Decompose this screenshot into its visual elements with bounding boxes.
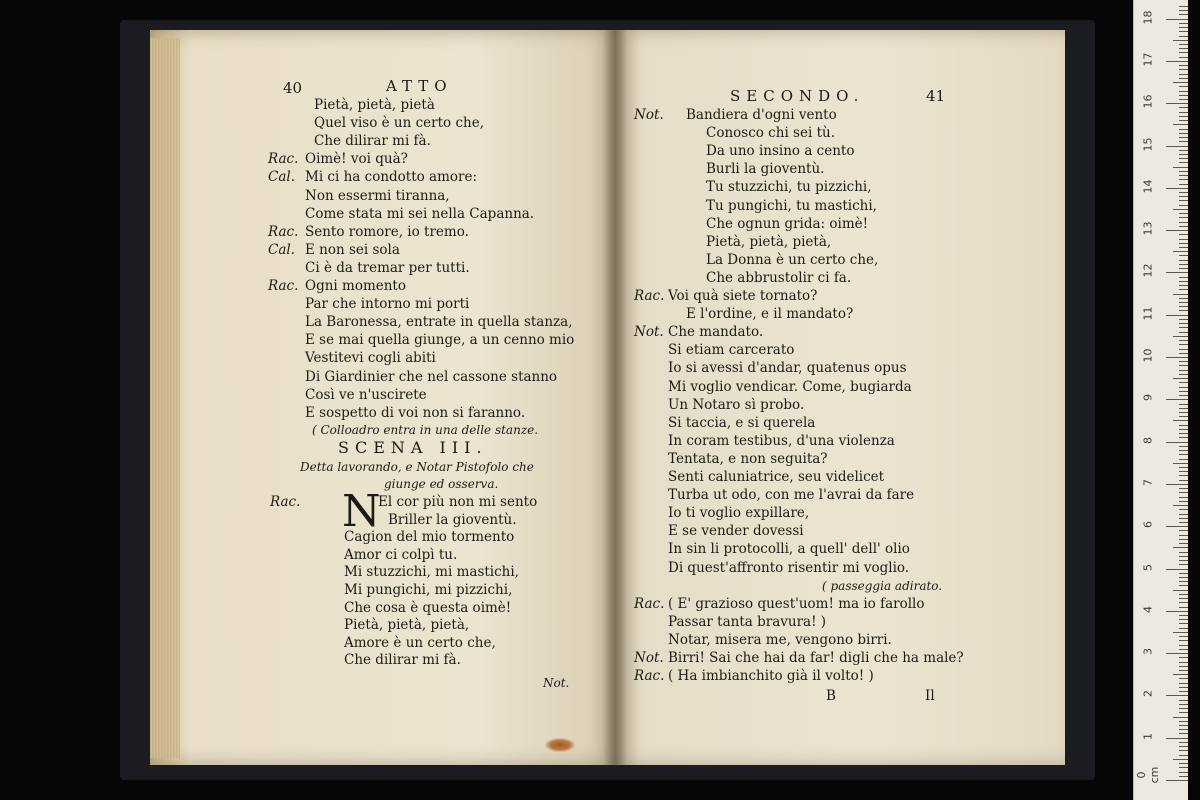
ruler-label: 9 [1141,394,1155,402]
ruler-tick [1179,649,1188,650]
ruler-tick [1179,454,1188,455]
ruler-tick [1179,184,1188,185]
ruler-tick [1179,365,1188,366]
verse-line: ( Ha imbianchito già il volto! ) [668,668,874,685]
verse-line: Come stata mi sei nella Capanna. [305,205,535,222]
ruler-tick [1179,552,1188,553]
verse-line: Quel viso è un certo che, [314,115,484,132]
ruler-tick [1179,323,1188,324]
speaker-label: Rac. [634,668,665,685]
right-catchword: Il [925,688,935,704]
verse-line: Passar tanta bravura! ) [668,613,827,630]
verse-line: Birri! Sai che hai da far! digli che ha male? [668,650,964,666]
verse-line: Io si avessi d'andar, quatenus opus [668,360,907,377]
verse-line: Tu stuzzichi, tu pizzichi, [706,179,872,196]
stage-direction: ( passeggia adirato. [822,578,943,593]
ruler-tick [1179,247,1188,248]
ruler-tick [1179,264,1188,265]
ruler-tick [1179,560,1188,561]
ruler-tick [1179,522,1188,523]
ruler-tick [1179,349,1188,350]
ruler-tick [1179,255,1188,256]
left-catchword: Not. [543,676,570,690]
ruler-tick [1173,378,1188,379]
ruler-tick [1179,391,1188,392]
speaker-label: Cal. [268,169,295,186]
ruler-tick [1179,556,1188,557]
scene-note-line-1: Detta lavorando, e Notar Pistofolo che [300,460,534,474]
verse-line: E se mai quella giunge, a un cenno mio [305,332,575,349]
verse-line: Tu pungichi, tu mastichi, [706,197,877,214]
aria-line: Mi pungichi, mi pizzichi, [344,582,513,598]
ruler-tick [1179,319,1188,320]
ruler-tick [1179,200,1188,201]
ruler-tick [1179,120,1188,121]
ruler-tick [1179,585,1188,586]
verse-line: In sin li protocolli, a quell' dell' olio [668,541,910,558]
ruler-tick [1179,501,1188,502]
ruler-tick [1179,332,1188,333]
ruler-tick [1179,175,1188,176]
ruler-label: 4 [1141,605,1155,613]
aria-line: Mi stuzzichi, mi mastichi, [344,564,519,581]
ruler-tick [1179,539,1188,540]
verse-line: E l'ordine, e il mandato? [686,306,854,323]
ruler-tick [1179,615,1188,616]
ruler-tick [1179,573,1188,574]
verse-line: Tentata, e non seguita? [668,450,828,467]
verse-line: Di Giardinier che nel cassone stanno [305,368,558,385]
ruler-tick [1179,598,1188,599]
ruler-tick [1179,708,1188,709]
ruler-tick [1173,167,1188,168]
speaker-label: Rac. [268,151,299,168]
ruler-tick [1179,712,1188,713]
ruler-tick [1179,141,1188,142]
verse-line: Un Notaro sì probo. [668,396,805,413]
ruler-tick [1179,412,1188,413]
ruler-tick [1173,420,1188,421]
verse-line: La Donna è un certo che, [706,251,879,268]
ruler-tick [1173,759,1188,760]
ruler-label: 1 [1141,732,1155,740]
ruler-tick [1179,683,1188,684]
book-gutter [603,30,627,765]
ruler-label: 7 [1141,478,1155,486]
speaker-label: Not. [634,324,664,341]
ruler-tick [1179,217,1188,218]
ruler-label: 6 [1141,521,1155,529]
scene-note-line-2: giunge ed osserva. [384,477,499,491]
ruler-tick [1179,285,1188,286]
ruler-tick [1179,581,1188,582]
ruler-tick [1179,382,1188,383]
ruler-label: 12 [1141,263,1155,278]
ruler-tick [1179,666,1188,667]
ruler-tick [1179,213,1188,214]
ruler-tick [1166,103,1188,104]
ruler-tick [1179,69,1188,70]
speaker-label: Rac. [268,278,299,294]
verse-line: Mi ci ha condotto amore: [305,169,478,186]
ruler-tick [1166,695,1188,696]
ruler-tick [1179,78,1188,79]
ruler-tick [1179,645,1188,646]
verse-line: Che dilirar mi fà. [314,133,431,150]
ruler-tick [1179,260,1188,261]
ruler-tick [1179,518,1188,519]
verse-line: Così ve n'uscirete [305,386,427,403]
ruler-tick [1179,437,1188,438]
verse-line: Che abbrustolir ci fa. [706,269,852,286]
ruler-tick [1179,721,1188,722]
ruler-tick [1173,547,1188,548]
verse-line: Bandiera d'ogni vento [686,107,837,123]
verse-line: Sento romore, io tremo. [305,223,469,240]
ruler-tick [1166,272,1188,273]
verse-line: Voi quà siete tornato? [668,288,818,304]
ruler-tick [1179,497,1188,498]
ruler-label: 14 [1141,179,1155,194]
ruler-tick [1173,82,1188,83]
ruler-label: 11 [1141,306,1155,321]
ruler-tick [1179,416,1188,417]
ruler-tick [1179,129,1188,130]
ruler-tick [1179,704,1188,705]
ruler-tick [1179,640,1188,641]
ruler-tick [1179,657,1188,658]
verse-line: Notar, misera me, vengono birri. [668,631,892,648]
ruler-tick [1166,653,1188,654]
ruler-tick [1179,594,1188,595]
ruler-label: 13 [1141,221,1155,236]
ruler-tick [1179,755,1188,756]
ruler-label: 15 [1141,137,1155,151]
ruler-tick [1179,179,1188,180]
ruler-tick [1179,226,1188,227]
ruler-tick [1179,107,1188,108]
verse-line: Vestitevi cogli abiti [305,350,436,367]
verse-line: Mi voglio vendicar. Come, bugiarda [668,378,912,395]
ruler-tick [1179,543,1188,544]
verse-line: Che mandato. [668,324,764,341]
ruler-tick [1179,577,1188,578]
ruler-tick [1179,750,1188,751]
ruler-tick [1179,776,1188,777]
ruler-tick [1166,526,1188,527]
ruler-tick [1166,146,1188,147]
stage-direction: ( Colloadro entra in una delle stanze. [312,423,539,437]
ruler-tick [1173,674,1188,675]
ruler-label: 5 [1141,563,1155,571]
ruler-tick [1179,450,1188,451]
ruler-tick [1173,40,1188,41]
ruler-label: 17 [1141,52,1155,67]
ruler-tick [1179,607,1188,608]
ruler-tick [1179,74,1188,75]
ruler-tick [1179,268,1188,269]
ruler-tick [1179,662,1188,663]
ruler-tick [1179,6,1188,7]
left-page-number: 40 [283,79,303,97]
aria-line: Amor ci colpì tu. [344,546,458,563]
ruler-tick [1166,315,1188,316]
verse-line: Io ti voglio expillare, [668,505,810,522]
ruler-tick [1179,327,1188,328]
ruler-tick [1179,480,1188,481]
ruler-tick [1179,467,1188,468]
ruler-tick [1166,569,1188,570]
ruler-tick [1179,763,1188,764]
ruler-tick [1179,234,1188,235]
ruler-tick [1179,154,1188,155]
aria-line: Pietà, pietà, pietà, [344,617,470,634]
ruler-tick [1179,425,1188,426]
ruler-tick [1179,746,1188,747]
verse-line: ( E' grazioso quest'uom! ma io farollo [668,595,925,612]
ruler-tick [1179,116,1188,117]
verse-line: Che ognun grida: oimè! [706,215,869,232]
ruler-tick [1179,31,1188,32]
ruler-tick [1179,535,1188,536]
paper-stain [545,738,575,752]
ruler-tick [1179,302,1188,303]
ruler-tick [1179,514,1188,515]
ruler-tick [1179,488,1188,489]
ruler-tick [1166,357,1188,358]
ruler-tick [1179,636,1188,637]
ruler-tick [1179,158,1188,159]
ruler-label: 0 cm [1135,766,1161,784]
ruler-tick [1179,306,1188,307]
ruler-tick [1179,361,1188,362]
right-page-number: 41 [926,87,946,105]
speaker-label: Not. [634,650,664,666]
left-running-head: ATTO [386,77,453,95]
verse-line: Par che intorno mi porti [305,296,470,313]
verse-line: E sospetto di voi non si faranno. [305,404,526,421]
ruler-tick [1179,353,1188,354]
ruler-tick [1179,222,1188,223]
ruler-tick [1179,459,1188,460]
ruler-tick [1166,61,1188,62]
ruler-tick [1166,230,1188,231]
ruler-label: 10 [1141,348,1155,363]
ruler-tick [1173,632,1188,633]
ruler-tick [1173,717,1188,718]
ruler-tick [1166,611,1188,612]
ruler-tick [1179,429,1188,430]
ruler-tick [1179,670,1188,671]
ruler-tick [1179,446,1188,447]
ruler-tick [1179,619,1188,620]
ruler-tick [1179,387,1188,388]
page-edges [150,38,180,758]
ruler-tick [1179,433,1188,434]
verse-line: Si etiam carcerato [668,342,795,359]
ruler-tick [1179,243,1188,244]
ruler-tick [1179,623,1188,624]
ruler-tick [1179,772,1188,773]
ruler-tick [1179,374,1188,375]
ruler-tick [1179,239,1188,240]
ruler-label: 3 [1141,648,1155,656]
ruler-tick [1179,628,1188,629]
ruler-tick [1179,137,1188,138]
ruler-tick [1179,95,1188,96]
ruler-tick [1173,505,1188,506]
ruler-tick [1179,133,1188,134]
aria-line: Che dilirar mi fà. [344,652,461,669]
ruler-tick [1179,65,1188,66]
ruler-tick [1179,86,1188,87]
ruler-tick [1166,19,1188,20]
ruler-tick [1179,91,1188,92]
aria-line: Che cosa è questa oimè! [344,599,512,616]
ruler-tick [1179,150,1188,151]
ruler-tick [1179,602,1188,603]
ruler-tick [1179,729,1188,730]
ruler-tick [1166,188,1188,189]
ruler-tick [1179,52,1188,53]
ruler-tick [1179,700,1188,701]
ruler-tick [1179,277,1188,278]
signature-mark: B [826,688,836,704]
ruler-tick [1179,10,1188,11]
aria-line: El cor più non mi sento [378,494,538,510]
ruler-tick [1179,471,1188,472]
verse-line: Da uno insino a cento [706,143,855,160]
verse-line: E non sei sola [305,241,400,258]
ruler-tick [1179,298,1188,299]
measuring-ruler [1133,0,1188,800]
ruler-tick [1179,162,1188,163]
ruler-tick [1179,310,1188,311]
ruler-tick [1173,294,1188,295]
verse-line: Senti caluniatrice, seu videlicet [668,469,885,485]
ruler-tick [1179,171,1188,172]
ruler-tick [1179,205,1188,206]
ruler-tick [1179,687,1188,688]
aria-line: Briller la gioventù. [388,511,517,528]
ruler-tick [1173,209,1188,210]
verse-line: E se vender dovessi [668,523,804,540]
ruler-tick [1179,492,1188,493]
ruler-tick [1179,281,1188,282]
ruler-tick [1166,442,1188,443]
ruler-label: 16 [1141,94,1155,109]
ruler-tick [1179,99,1188,100]
aria-line: Cagion del mio tormento [344,529,515,546]
ruler-tick [1179,44,1188,45]
ruler-tick [1179,404,1188,405]
aria-speaker: Rac. [270,494,301,510]
verse-line: Turba ut odo, con me l'avrai da fare [668,487,915,504]
ruler-tick [1166,780,1188,781]
ruler-tick [1179,767,1188,768]
ruler-tick [1179,475,1188,476]
speaker-label: Rac. [634,288,665,304]
ruler-tick [1179,678,1188,679]
ruler-tick [1179,36,1188,37]
verse-line: Ci è da tremar per tutti. [305,259,470,276]
right-running-head: SECONDO. [730,87,865,105]
verse-line: Pietà, pietà, pietà [314,97,435,113]
verse-line: Di quest'affronto risentir mi voglio. [668,559,910,576]
verse-line: Si taccia, e si querela [668,414,816,431]
ruler-tick [1179,530,1188,531]
ruler-tick [1179,408,1188,409]
ruler-tick [1166,399,1188,400]
ruler-tick [1179,733,1188,734]
scene-heading: SCENA III. [338,438,488,457]
ruler-tick [1173,463,1188,464]
verse-line: Burli la gioventù. [706,161,825,178]
ruler-tick [1179,192,1188,193]
ruler-tick [1179,725,1188,726]
ruler-tick [1179,57,1188,58]
ruler-tick [1179,564,1188,565]
speaker-label: Cal. [268,241,295,258]
ruler-tick [1179,48,1188,49]
ruler-tick [1179,691,1188,692]
ruler-tick [1166,484,1188,485]
ruler-tick [1179,112,1188,113]
ruler-label: 8 [1141,436,1155,444]
ruler-label: 2 [1141,690,1155,698]
ruler-tick [1173,124,1188,125]
ruler-tick [1179,27,1188,28]
verse-line: Conosco chi sei tù. [706,125,835,142]
ruler-tick [1179,14,1188,15]
ruler-tick [1173,590,1188,591]
ruler-tick [1173,336,1188,337]
ruler-tick [1179,289,1188,290]
speaker-label: Not. [634,107,664,123]
speaker-label: Rac. [268,223,299,240]
aria-line: Amore è un certo che, [344,634,496,651]
ruler-tick [1179,742,1188,743]
verse-line: La Baronessa, entrate in quella stanza, [305,314,573,331]
ruler-tick [1179,340,1188,341]
ruler-tick [1179,370,1188,371]
drop-capital: N [342,486,381,537]
ruler-tick [1166,738,1188,739]
verse-line: Pietà, pietà, pietà, [706,233,832,250]
speaker-label: Rac. [634,595,665,612]
ruler-tick [1173,251,1188,252]
verse-line: Oimè! voi quà? [305,151,408,168]
ruler-tick [1179,344,1188,345]
verse-line: In coram testibus, d'una violenza [668,432,895,449]
ruler-tick [1179,509,1188,510]
ruler-label: 18 [1141,10,1155,25]
ruler-tick [1179,196,1188,197]
verse-line: Ogni momento [305,278,406,294]
ruler-tick [1179,395,1188,396]
ruler-tick [1179,23,1188,24]
verse-line: Non essermi tiranna, [305,187,450,204]
